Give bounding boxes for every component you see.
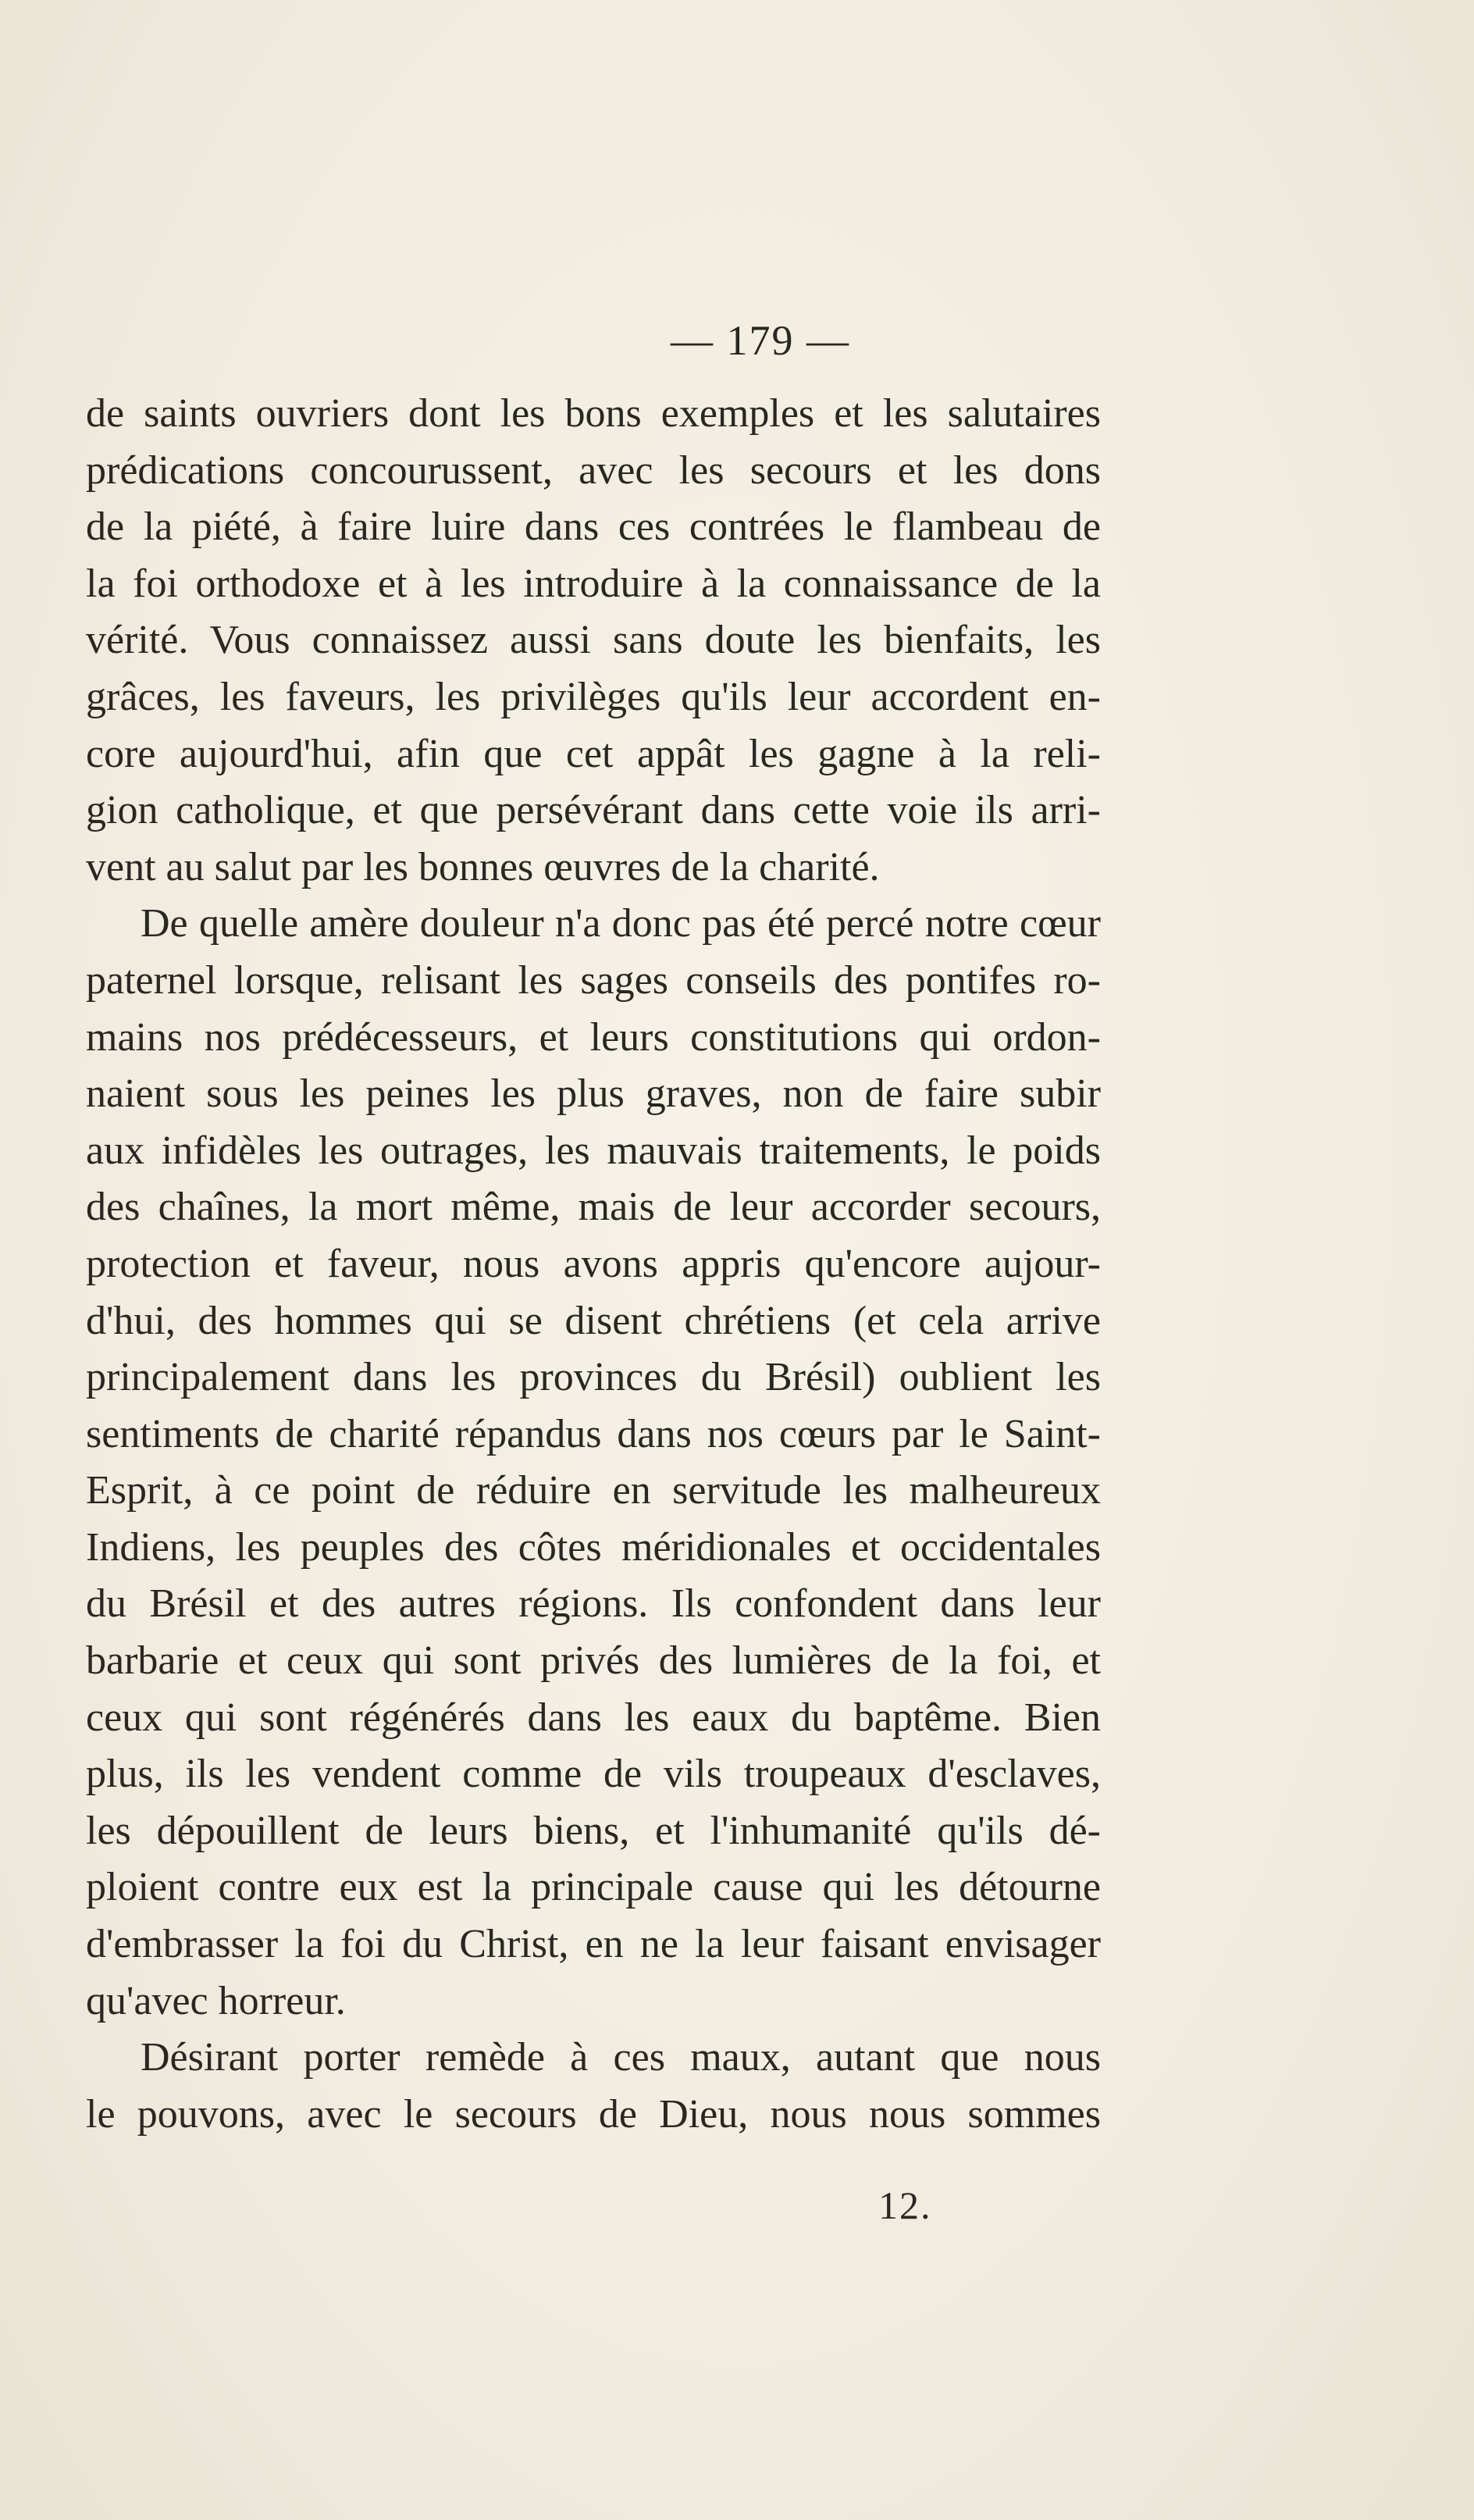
text-line: d'embrasser la foi du Christ, en ne la leur faisant envisager: [86, 1922, 1101, 1967]
text-line: Désirant porter remède à ces maux, autant que nous: [141, 2035, 1101, 2080]
signature-mark: 12.: [878, 2183, 932, 2227]
text-line: paternel lorsque, relisant les sages conseils des pontifes ro-: [86, 957, 1101, 1003]
text-line: core aujourd'hui, afin que cet appât les gagne à la reli-: [86, 731, 1101, 776]
text-line: des chaînes, la mort même, mais de leur accorder secours,: [86, 1185, 1101, 1230]
text-line: de la piété, à faire luire dans ces contrées le flambeau de: [86, 504, 1101, 550]
text-line: vérité. Vous connaissez aussi sans doute les bienfaits, les: [86, 618, 1101, 663]
text-line: grâces, les faveurs, les privilèges qu'ils leur accordent en-: [86, 674, 1101, 719]
text-line: ploient contre eux est la principale cause qui les détourne: [86, 1865, 1101, 1910]
text-line: Indiens, les peuples des côtes méridionales et occidentales: [86, 1524, 1101, 1570]
body-text: [86, 386, 1101, 2143]
text-line: qu'avec horreur.: [86, 1978, 346, 2023]
text-line: la foi orthodoxe et à les introduire à la connaissance de la: [86, 561, 1101, 606]
text-line: protection et faveur, nous avons appris qu'encore aujour-: [86, 1241, 1101, 1286]
text-line: plus, ils les vendent comme de vils troupeaux d'esclaves,: [86, 1752, 1101, 1797]
text-line: Esprit, à ce point de réduire en servitude les malheureux: [86, 1468, 1101, 1513]
text-line: principalement dans les provinces du Brésil) oublient les: [86, 1355, 1101, 1400]
paragraph-1: [86, 386, 1101, 896]
paragraph-2: [86, 896, 1101, 2030]
text-line: gion catholique, et que persévérant dans cette voie ils arri-: [86, 788, 1101, 833]
text-line: les dépouillent de leurs biens, et l'inhumanité qu'ils dé-: [86, 1808, 1101, 1853]
text-line: le pouvons, avec le secours de Dieu, nous nous sommes: [86, 2091, 1101, 2137]
text-line: ceux qui sont régénérés dans les eaux du baptême. Bien: [86, 1695, 1101, 1740]
text-line: de saints ouvriers dont les bons exemples et les salutaires: [86, 391, 1101, 436]
page-number-header: — 179 —: [671, 317, 850, 364]
text-line: naient sous les peines les plus graves, non de faire subir: [86, 1071, 1101, 1117]
paragraph-3: [86, 2030, 1101, 2143]
text-line: du Brésil et des autres régions. Ils confondent dans leur: [86, 1581, 1101, 1627]
text-line: De quelle amère douleur n'a donc pas été percé notre cœur: [141, 901, 1101, 946]
text-line: d'hui, des hommes qui se disent chrétiens (et cela arrive: [86, 1298, 1101, 1343]
text-line: vent au salut par les bonnes œuvres de la charité.: [86, 844, 880, 889]
text-line: sentiments de charité répandus dans nos cœurs par le Saint-: [86, 1411, 1101, 1456]
text-line: aux infidèles les outrages, les mauvais traitements, le poids: [86, 1128, 1101, 1173]
text-line: barbarie et ceux qui sont privés des lumières de la foi, et: [86, 1638, 1101, 1684]
text-line: mains nos prédécesseurs, et leurs constitutions qui ordon-: [86, 1014, 1101, 1060]
text-line: prédications concourussent, avec les secours et les dons: [86, 447, 1101, 493]
